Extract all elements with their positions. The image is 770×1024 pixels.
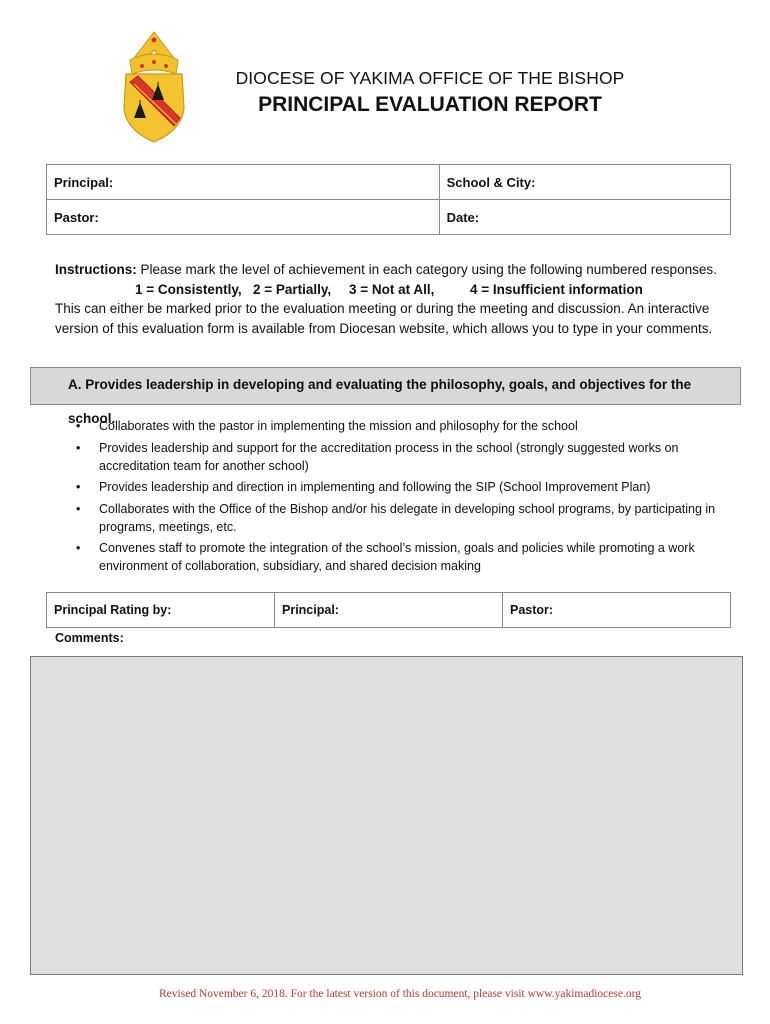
- rating-by-cell: [47, 593, 275, 628]
- diocese-crest-icon: [104, 30, 204, 144]
- rating-1: 1 = Consistently,: [135, 281, 242, 297]
- pastor-label: Pastor:: [54, 209, 99, 225]
- document-header: [200, 68, 660, 117]
- rating-by-label: Principal Rating by:: [54, 603, 172, 617]
- rating-2: 2 = Partially,: [253, 281, 332, 297]
- comments-field[interactable]: [30, 656, 743, 975]
- pastor-rating-label: Pastor:: [510, 603, 554, 617]
- rating-3: 3 = Not at All,: [349, 281, 435, 297]
- principal-label: Principal:: [54, 174, 114, 190]
- principal-field[interactable]: [47, 165, 440, 200]
- section-a-criteria: [60, 417, 720, 579]
- criteria-item: • Provides leadership and support for the accreditation process in the school (strongly suggested works on accreditation team for another school): [60, 439, 720, 475]
- date-label: Date:: [446, 209, 480, 225]
- criteria-item: • Collaborates with the Office of the Bishop and/or his delegate in developing school programs, by participating in programs, meetings, etc.: [60, 500, 720, 536]
- instructions: [55, 260, 745, 338]
- school-city-label: School & City:: [446, 174, 536, 190]
- criteria-item: • Provides leadership and direction in implementing and following the SIP (School Improvement Plan): [60, 478, 720, 496]
- school-city-field[interactable]: [439, 165, 730, 200]
- principal-rating-field[interactable]: [275, 593, 503, 628]
- footer-revision-note: Revised November 6, 2018. For the latest version of this document, please visit www.yakimadiocese.org: [159, 988, 641, 1000]
- rating-table: [46, 592, 731, 628]
- pastor-rating-field[interactable]: [503, 593, 731, 628]
- rating-scale: [55, 280, 745, 300]
- info-table: [46, 164, 731, 235]
- comments-label: Comments:: [55, 631, 124, 645]
- rating-4: 4 = Insufficient information: [470, 281, 643, 297]
- instructions-intro: [55, 260, 745, 280]
- instructions-text: Please mark the level of achievement in each category using the following numbered responses.: [136, 262, 717, 277]
- page-title: PRINCIPAL EVALUATION REPORT: [258, 93, 602, 116]
- org-name: DIOCESE OF YAKIMA OFFICE OF THE BISHOP: [235, 68, 625, 88]
- criteria-item: • Convenes staff to promote the integration of the school’s mission, goals and policies while promoting a work environment of collaboration, subsidiary, and shared decision making: [60, 539, 720, 575]
- criteria-item: • Collaborates with the pastor in implementing the mission and philosophy for the school: [60, 417, 720, 435]
- principal-rating-label: Principal:: [282, 603, 339, 617]
- date-field[interactable]: [439, 200, 730, 235]
- pastor-field[interactable]: [47, 200, 440, 235]
- section-a-header: A. Provides leadership in developing and evaluating the philosophy, goals, and objectives for the school.: [30, 367, 741, 405]
- instructions-note: This can either be marked prior to the evaluation meeting or during the meeting and discussion. An interactive version of this evaluation form is available from Diocesan website, which allows you to type in your comments.: [55, 301, 713, 336]
- instructions-lead: Instructions:: [55, 262, 137, 277]
